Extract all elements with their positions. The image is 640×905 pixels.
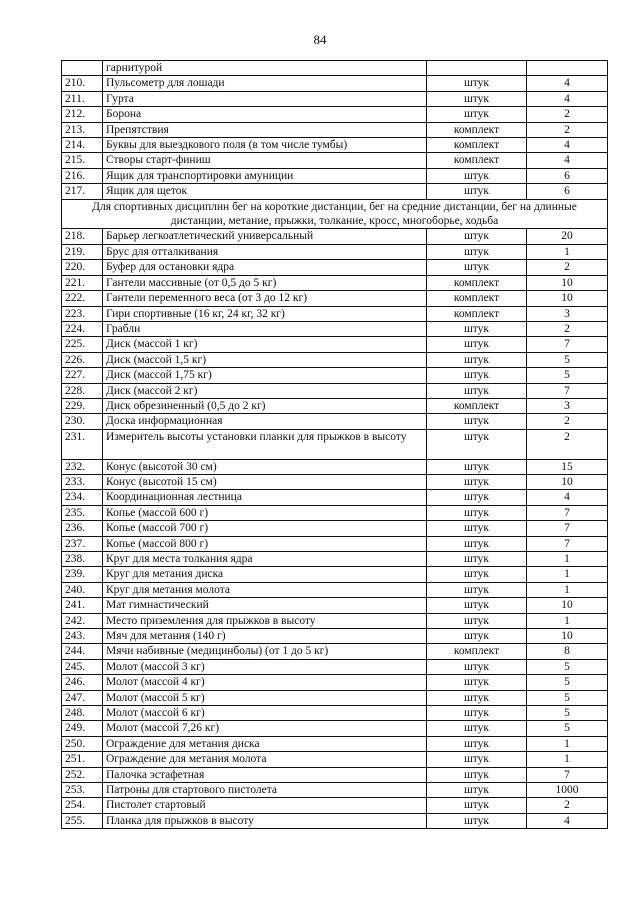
row-name: Створы старт-финиш: [103, 153, 427, 168]
table-row: [62, 798, 608, 813]
row-number: 244.: [62, 644, 103, 659]
row-qty: 2: [527, 122, 608, 137]
row-name: Палочка эстафетная: [103, 767, 427, 782]
row-number: 253.: [62, 783, 103, 798]
row-name: Молот (массой 4 кг): [103, 675, 427, 690]
row-name: Гурта: [103, 91, 427, 106]
row-unit: штук: [427, 598, 527, 613]
row-unit: комплект: [427, 644, 527, 659]
row-qty: 5: [527, 368, 608, 383]
row-qty: 10: [527, 598, 608, 613]
row-name: Препятствия: [103, 122, 427, 137]
table-row: [62, 368, 608, 383]
row-unit: штук: [427, 490, 527, 505]
row-qty: 5: [527, 690, 608, 705]
row-number: 233.: [62, 474, 103, 489]
row-name: Копье (массой 800 г): [103, 536, 427, 551]
row-number: 243.: [62, 629, 103, 644]
row-qty: 1000: [527, 783, 608, 798]
row-number: 236.: [62, 521, 103, 536]
row-name: Патроны для стартового пистолета: [103, 783, 427, 798]
row-qty: 5: [527, 659, 608, 674]
table-row: [62, 275, 608, 290]
row-name: Барьер легкоатлетический универсальный: [103, 229, 427, 244]
table-row: [62, 736, 608, 751]
row-name: Грабли: [103, 321, 427, 336]
row-unit: штук: [427, 582, 527, 597]
row-unit: штук: [427, 505, 527, 520]
row-unit: штук: [427, 474, 527, 489]
table-row: [62, 521, 608, 536]
row-qty: 10: [527, 291, 608, 306]
row-number: 216.: [62, 168, 103, 183]
table-row: [62, 767, 608, 782]
row-number: 213.: [62, 122, 103, 137]
table-row: [62, 352, 608, 367]
row-name: Ограждение для метания молота: [103, 752, 427, 767]
row-name: Измеритель высоты установки планки для прыжков в высоту: [103, 429, 427, 459]
row-name: Конус (высотой 30 см): [103, 459, 427, 474]
row-unit: штук: [427, 91, 527, 106]
table-row: [62, 321, 608, 336]
row-name: Мячи набивные (медицинболы) (от 1 до 5 кг): [103, 644, 427, 659]
table-row: [62, 138, 608, 153]
row-qty: 4: [527, 813, 608, 828]
section-header: Для спортивных дисциплин бег на короткие дистанции, бег на средние дистанции, бег на длинные дистанции, метание, прыжки, толкание, кросс, многоборье, ходьба: [62, 199, 608, 229]
row-unit: штук: [427, 629, 527, 644]
row-unit: штук: [427, 551, 527, 566]
row-number: 252.: [62, 767, 103, 782]
row-number: 214.: [62, 138, 103, 153]
table-row: [62, 551, 608, 566]
row-number: 240.: [62, 582, 103, 597]
row-number: 254.: [62, 798, 103, 813]
row-number: 210.: [62, 76, 103, 91]
row-number: 230.: [62, 414, 103, 429]
row-unit: штук: [427, 229, 527, 244]
equipment-table-body: [62, 61, 608, 829]
row-qty: 5: [527, 721, 608, 736]
row-unit: штук: [427, 321, 527, 336]
row-name: Планка для прыжков в высоту: [103, 813, 427, 828]
row-qty: 6: [527, 184, 608, 199]
row-name: Пистолет стартовый: [103, 798, 427, 813]
table-row: [62, 721, 608, 736]
row-unit: штук: [427, 383, 527, 398]
row-qty: 1: [527, 736, 608, 751]
row-unit: штук: [427, 352, 527, 367]
row-unit: штук: [427, 337, 527, 352]
row-name: Доска информационная: [103, 414, 427, 429]
table-row: [62, 168, 608, 183]
table-row: [62, 659, 608, 674]
table-row: [62, 459, 608, 474]
row-number: 235.: [62, 505, 103, 520]
row-qty: [527, 61, 608, 76]
row-number: 219.: [62, 244, 103, 259]
row-qty: 2: [527, 321, 608, 336]
row-unit: комплект: [427, 138, 527, 153]
row-name: гарнитурой: [103, 61, 427, 76]
row-unit: штук: [427, 184, 527, 199]
table-row: [62, 567, 608, 582]
row-unit: штук: [427, 521, 527, 536]
row-qty: 5: [527, 352, 608, 367]
table-row: [62, 91, 608, 106]
row-number: 215.: [62, 153, 103, 168]
table-row-continuation: [62, 61, 608, 76]
row-number: 223.: [62, 306, 103, 321]
row-qty: 10: [527, 275, 608, 290]
row-unit: [427, 61, 527, 76]
row-number: 238.: [62, 551, 103, 566]
row-number: 248.: [62, 706, 103, 721]
row-name: Мат гимнастический: [103, 598, 427, 613]
row-qty: 2: [527, 107, 608, 122]
table-row: [62, 675, 608, 690]
row-name: Конус (высотой 15 см): [103, 474, 427, 489]
row-number: 234.: [62, 490, 103, 505]
row-number: 225.: [62, 337, 103, 352]
row-qty: 7: [527, 505, 608, 520]
row-number: 245.: [62, 659, 103, 674]
table-row: [62, 383, 608, 398]
row-name: Диск обрезиненный (0,5 до 2 кг): [103, 398, 427, 413]
row-name: Ящик для транспортировки амуниции: [103, 168, 427, 183]
row-qty: 2: [527, 414, 608, 429]
row-qty: 2: [527, 260, 608, 275]
table-row: [62, 783, 608, 798]
row-name: Пульсометр для лошади: [103, 76, 427, 91]
row-qty: 1: [527, 613, 608, 628]
row-number: 241.: [62, 598, 103, 613]
row-qty: 10: [527, 629, 608, 644]
row-unit: штук: [427, 613, 527, 628]
table-row: [62, 260, 608, 275]
row-qty: 15: [527, 459, 608, 474]
row-number: 249.: [62, 721, 103, 736]
row-number: 242.: [62, 613, 103, 628]
row-qty: 1: [527, 567, 608, 582]
table-row: [62, 706, 608, 721]
row-unit: штук: [427, 567, 527, 582]
row-name: Гири спортивные (16 кг, 24 кг, 32 кг): [103, 306, 427, 321]
row-qty: 1: [527, 244, 608, 259]
row-unit: комплект: [427, 306, 527, 321]
table-row: [62, 306, 608, 321]
row-name: Гантели переменного веса (от 3 до 12 кг): [103, 291, 427, 306]
row-name: Молот (массой 3 кг): [103, 659, 427, 674]
equipment-table: [61, 60, 608, 829]
row-name: Гантели массивные (от 0,5 до 5 кг): [103, 275, 427, 290]
row-number: 217.: [62, 184, 103, 199]
row-unit: штук: [427, 813, 527, 828]
row-qty: 1: [527, 752, 608, 767]
row-name: Круг для метания диска: [103, 567, 427, 582]
row-number: 255.: [62, 813, 103, 828]
row-number: 250.: [62, 736, 103, 751]
row-number: 247.: [62, 690, 103, 705]
row-name: Диск (массой 1,5 кг): [103, 352, 427, 367]
row-qty: 2: [527, 798, 608, 813]
row-qty: 7: [527, 521, 608, 536]
row-qty: 3: [527, 306, 608, 321]
row-number: 229.: [62, 398, 103, 413]
row-number: 212.: [62, 107, 103, 122]
row-unit: штук: [427, 736, 527, 751]
table-row: [62, 244, 608, 259]
row-unit: штук: [427, 168, 527, 183]
table-row: [62, 291, 608, 306]
row-unit: штук: [427, 767, 527, 782]
row-qty: 7: [527, 337, 608, 352]
row-unit: штук: [427, 260, 527, 275]
row-unit: штук: [427, 368, 527, 383]
row-unit: комплект: [427, 275, 527, 290]
row-unit: штук: [427, 659, 527, 674]
page-number: 84: [313, 32, 327, 47]
section-header-row: [62, 199, 608, 229]
row-name: Молот (массой 5 кг): [103, 690, 427, 705]
row-name: Копье (массой 600 г): [103, 505, 427, 520]
table-row: [62, 613, 608, 628]
row-number: 226.: [62, 352, 103, 367]
table-row: [62, 536, 608, 551]
row-name: Молот (массой 7,26 кг): [103, 721, 427, 736]
row-name: Ограждение для метания диска: [103, 736, 427, 751]
table-row: [62, 429, 608, 459]
row-unit: штук: [427, 783, 527, 798]
row-number: 220.: [62, 260, 103, 275]
table-row: [62, 644, 608, 659]
row-number: 224.: [62, 321, 103, 336]
row-qty: 8: [527, 644, 608, 659]
row-number: 232.: [62, 459, 103, 474]
row-name: Борона: [103, 107, 427, 122]
row-name: Диск (массой 2 кг): [103, 383, 427, 398]
table-row: [62, 107, 608, 122]
row-name: Копье (массой 700 г): [103, 521, 427, 536]
row-number: 228.: [62, 383, 103, 398]
table-row: [62, 474, 608, 489]
table-row: [62, 122, 608, 137]
row-number: 237.: [62, 536, 103, 551]
row-qty: 4: [527, 91, 608, 106]
row-number: 218.: [62, 229, 103, 244]
row-number: 246.: [62, 675, 103, 690]
row-unit: штук: [427, 690, 527, 705]
row-name: Брус для отталкивания: [103, 244, 427, 259]
row-unit: штук: [427, 107, 527, 122]
row-unit: штук: [427, 752, 527, 767]
row-unit: штук: [427, 244, 527, 259]
row-unit: штук: [427, 414, 527, 429]
row-number: 221.: [62, 275, 103, 290]
row-qty: 4: [527, 138, 608, 153]
row-name: Мяч для метания (140 г): [103, 629, 427, 644]
row-qty: 3: [527, 398, 608, 413]
table-row: [62, 76, 608, 91]
table-row: [62, 598, 608, 613]
table-row: [62, 505, 608, 520]
row-qty: 1: [527, 551, 608, 566]
row-unit: штук: [427, 76, 527, 91]
row-qty: 1: [527, 582, 608, 597]
row-qty: 4: [527, 490, 608, 505]
row-qty: 4: [527, 76, 608, 91]
row-number: 231.: [62, 429, 103, 459]
table-row: [62, 490, 608, 505]
table-row: [62, 414, 608, 429]
row-unit: комплект: [427, 398, 527, 413]
row-unit: штук: [427, 798, 527, 813]
row-unit: штук: [427, 459, 527, 474]
row-qty: 2: [527, 429, 608, 459]
row-qty: 5: [527, 675, 608, 690]
row-name: Буфер для остановки ядра: [103, 260, 427, 275]
row-unit: штук: [427, 706, 527, 721]
row-qty: 5: [527, 706, 608, 721]
row-name: Диск (массой 1 кг): [103, 337, 427, 352]
table-row: [62, 337, 608, 352]
row-unit: комплект: [427, 291, 527, 306]
row-unit: штук: [427, 429, 527, 459]
row-qty: 4: [527, 153, 608, 168]
table-row: [62, 153, 608, 168]
table-row: [62, 690, 608, 705]
row-qty: 20: [527, 229, 608, 244]
row-name: Место приземления для прыжков в высоту: [103, 613, 427, 628]
row-number: 211.: [62, 91, 103, 106]
row-unit: комплект: [427, 153, 527, 168]
row-number: 222.: [62, 291, 103, 306]
row-qty: 7: [527, 536, 608, 551]
table-row: [62, 229, 608, 244]
row-number: 227.: [62, 368, 103, 383]
table-row: [62, 582, 608, 597]
row-unit: штук: [427, 536, 527, 551]
table-row: [62, 184, 608, 199]
row-name: Ящик для щеток: [103, 184, 427, 199]
table-row: [62, 752, 608, 767]
row-number: 239.: [62, 567, 103, 582]
table-row: [62, 398, 608, 413]
row-name: Диск (массой 1,75 кг): [103, 368, 427, 383]
row-unit: комплект: [427, 122, 527, 137]
row-qty: 7: [527, 767, 608, 782]
row-qty: 10: [527, 474, 608, 489]
table-row: [62, 813, 608, 828]
row-name: Молот (массой 6 кг): [103, 706, 427, 721]
row-unit: штук: [427, 675, 527, 690]
row-name: Буквы для выездкового поля (в том числе тумбы): [103, 138, 427, 153]
row-name: Круг для метания молота: [103, 582, 427, 597]
row-number: 251.: [62, 752, 103, 767]
row-name: Круг для места толкания ядра: [103, 551, 427, 566]
row-number: [62, 61, 103, 76]
row-unit: штук: [427, 721, 527, 736]
row-qty: 6: [527, 168, 608, 183]
row-qty: 7: [527, 383, 608, 398]
row-name: Координационная лестница: [103, 490, 427, 505]
table-row: [62, 629, 608, 644]
